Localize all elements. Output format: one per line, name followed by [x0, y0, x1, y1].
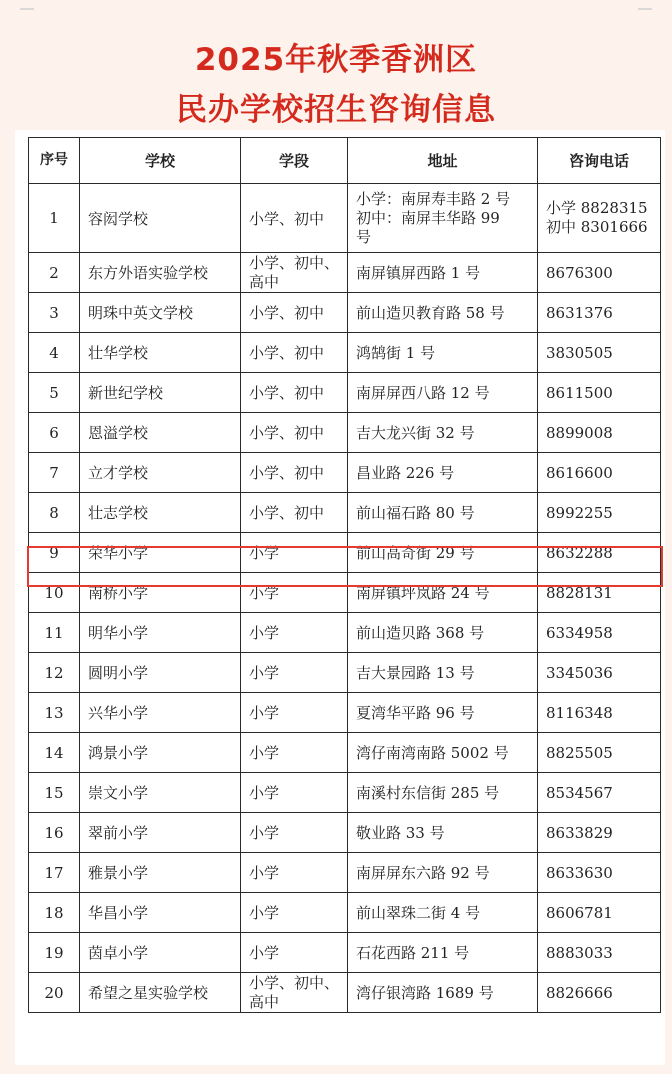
- cell-stage: 小学、初中: [241, 413, 348, 453]
- table-row: [29, 613, 661, 653]
- cell-school: 希望之星实验学校: [80, 973, 241, 1013]
- cell-phone: 8992255: [538, 493, 661, 533]
- cell-address: 南溪村东信街 285 号: [348, 773, 538, 813]
- cell-phone: 8826666: [538, 973, 661, 1013]
- table-row: [29, 333, 661, 373]
- cell-no: 19: [29, 933, 80, 973]
- cell-phone: 8633630: [538, 853, 661, 893]
- header-stage: 学段: [241, 138, 348, 184]
- cell-no: 8: [29, 493, 80, 533]
- cell-school: 雅景小学: [80, 853, 241, 893]
- cell-phone: 3345036: [538, 653, 661, 693]
- table-row: [29, 893, 661, 933]
- cell-school: 容闳学校: [80, 184, 241, 253]
- table-row: [29, 693, 661, 733]
- cell-stage: 小学: [241, 893, 348, 933]
- cell-school: 壮志学校: [80, 493, 241, 533]
- cell-address: 南屏镇屏西路 1 号: [348, 253, 538, 293]
- cell-school: 翠前小学: [80, 813, 241, 853]
- cell-phone: 8631376: [538, 293, 661, 333]
- cell-address: 吉大景园路 13 号: [348, 653, 538, 693]
- cell-no: 9: [29, 533, 80, 573]
- table-row: [29, 933, 661, 973]
- cell-school: 新世纪学校: [80, 373, 241, 413]
- cell-stage-line: 高中: [249, 992, 280, 1011]
- cell-stage: 小学: [241, 613, 348, 653]
- cell-no: 10: [29, 573, 80, 613]
- table-row: [29, 413, 661, 453]
- cell-stage: 小学: [241, 693, 348, 733]
- page-title-line2: 民办学校招生咨询信息: [176, 92, 496, 128]
- header-no: [29, 138, 80, 184]
- cell-address: 鸿鹄街 1 号: [348, 333, 538, 373]
- cell-no: 2: [29, 253, 80, 293]
- cell-school: 圆明小学: [80, 653, 241, 693]
- cell-phone: 8883033: [538, 933, 661, 973]
- cell-phone: 8116348: [538, 693, 661, 733]
- cell-no: 13: [29, 693, 80, 733]
- cell-address: 夏湾华平路 96 号: [348, 693, 538, 733]
- cell-stage: 小学、初中: [241, 373, 348, 413]
- header-phone: 咨询电话: [538, 138, 661, 184]
- cell-address: 湾仔南湾南路 5002 号: [348, 733, 538, 773]
- edge-tick-right: [638, 8, 652, 10]
- table-header-row: [29, 138, 661, 184]
- cell-no: 20: [29, 973, 80, 1013]
- cell-no: 1: [29, 184, 80, 253]
- cell-address: 前山造贝路 368 号: [348, 613, 538, 653]
- table-row: [29, 253, 661, 293]
- header-address: 地址: [348, 138, 538, 184]
- cell-stage: 小学: [241, 573, 348, 613]
- cell-address: [348, 184, 538, 253]
- cell-stage-line: 小学、初中、: [249, 973, 340, 992]
- header-no-label: [40, 152, 68, 168]
- cell-stage: 小学: [241, 533, 348, 573]
- cell-stage: 小学、初中: [241, 333, 348, 373]
- table-row: [29, 493, 661, 533]
- cell-address-line: 小学：南屏寿丰路 2 号: [356, 189, 511, 208]
- cell-no: 4: [29, 333, 80, 373]
- cell-stage: 小学: [241, 733, 348, 773]
- cell-school: 立才学校: [80, 453, 241, 493]
- cell-no: 16: [29, 813, 80, 853]
- table-row: [29, 813, 661, 853]
- table-row: [29, 733, 661, 773]
- cell-no: 5: [29, 373, 80, 413]
- cell-phone: 8633829: [538, 813, 661, 853]
- cell-stage: 小学: [241, 813, 348, 853]
- cell-stage: 小学: [241, 853, 348, 893]
- cell-address: 吉大龙兴街 32 号: [348, 413, 538, 453]
- cell-no: 14: [29, 733, 80, 773]
- cell-phone: 3830505: [538, 333, 661, 373]
- cell-school: 兴华小学: [80, 693, 241, 733]
- cell-stage: [241, 253, 348, 293]
- table-row: [29, 973, 661, 1013]
- cell-no: 17: [29, 853, 80, 893]
- cell-stage: 小学、初中: [241, 453, 348, 493]
- cell-phone: 8676300: [538, 253, 661, 293]
- cell-school: 东方外语实验学校: [80, 253, 241, 293]
- table-row: [29, 453, 661, 493]
- cell-stage: 小学、初中: [241, 493, 348, 533]
- table-row: [29, 853, 661, 893]
- table-row: [29, 373, 661, 413]
- cell-phone: 8899008: [538, 413, 661, 453]
- cell-phone-line: 小学 8828315: [546, 199, 648, 217]
- cell-school: 荣华小学: [80, 533, 241, 573]
- cell-stage: 小学: [241, 933, 348, 973]
- cell-stage: 小学: [241, 773, 348, 813]
- cell-stage: 小学、初中: [241, 293, 348, 333]
- header-no-char: 号: [54, 152, 68, 168]
- cell-address: 湾仔银湾路 1689 号: [348, 973, 538, 1013]
- table-row: [29, 293, 661, 333]
- cell-no: 12: [29, 653, 80, 693]
- header-no-char: 序: [40, 152, 54, 168]
- cell-phone: 8825505: [538, 733, 661, 773]
- cell-phone: [538, 184, 661, 253]
- cell-phone: 8611500: [538, 373, 661, 413]
- cell-school: 鸿景小学: [80, 733, 241, 773]
- cell-phone: 8534567: [538, 773, 661, 813]
- cell-school: 华昌小学: [80, 893, 241, 933]
- cell-address: 前山高奇街 29 号: [348, 533, 538, 573]
- cell-school: 崇文小学: [80, 773, 241, 813]
- cell-address: 前山福石路 80 号: [348, 493, 538, 533]
- cell-phone: 8632288: [538, 533, 661, 573]
- cell-school: 茵卓小学: [80, 933, 241, 973]
- cell-stage-line: 高中: [249, 272, 280, 291]
- cell-phone: 8606781: [538, 893, 661, 933]
- cell-address: 南屏镇坪岚路 24 号: [348, 573, 538, 613]
- cell-address: 前山翠珠二街 4 号: [348, 893, 538, 933]
- cell-address: 敬业路 33 号: [348, 813, 538, 853]
- cell-stage: 小学: [241, 653, 348, 693]
- cell-no: 7: [29, 453, 80, 493]
- header-school: 学校: [80, 138, 241, 184]
- table-row: [29, 653, 661, 693]
- cell-phone: 8616600: [538, 453, 661, 493]
- cell-address: 南屏屏东六路 92 号: [348, 853, 538, 893]
- table-row: [29, 773, 661, 813]
- cell-no: 6: [29, 413, 80, 453]
- cell-phone: 6334958: [538, 613, 661, 653]
- cell-school: 壮华学校: [80, 333, 241, 373]
- cell-stage: [241, 973, 348, 1013]
- cell-address: 前山造贝教育路 58 号: [348, 293, 538, 333]
- cell-phone: 8828131: [538, 573, 661, 613]
- cell-stage-line: 小学、初中、: [249, 253, 340, 272]
- cell-address-line: 号: [356, 227, 372, 246]
- cell-no: 18: [29, 893, 80, 933]
- cell-phone-line: 初中 8301666: [546, 218, 648, 236]
- cell-school: 明华小学: [80, 613, 241, 653]
- cell-no: 15: [29, 773, 80, 813]
- cell-no: 3: [29, 293, 80, 333]
- highlight-box-row-9: [27, 546, 663, 587]
- cell-address: 石花西路 211 号: [348, 933, 538, 973]
- edge-tick-left: [20, 8, 34, 10]
- cell-school: 明珠中英文学校: [80, 293, 241, 333]
- page-title-line1: 2025年秋季香洲区: [194, 42, 478, 78]
- cell-address-line: 初中：南屏丰华路 99: [356, 208, 500, 227]
- cell-stage: 小学、初中: [241, 184, 348, 253]
- cell-school: 南桥小学: [80, 573, 241, 613]
- cell-no: 11: [29, 613, 80, 653]
- cell-school: 恩溢学校: [80, 413, 241, 453]
- cell-address: 南屏屏西八路 12 号: [348, 373, 538, 413]
- cell-address: 昌业路 226 号: [348, 453, 538, 493]
- table-row: [29, 184, 661, 253]
